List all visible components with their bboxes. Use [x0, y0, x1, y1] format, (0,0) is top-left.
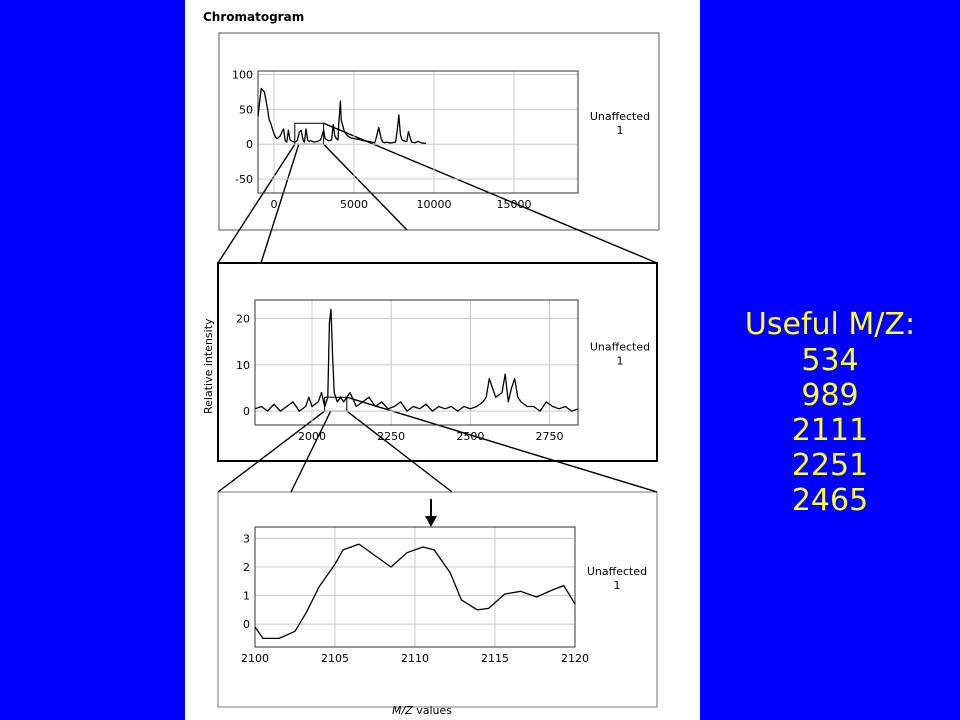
y-tick-label: 1 — [243, 589, 250, 603]
y-tick-label: 2 — [243, 561, 250, 574]
frame-middle — [218, 263, 657, 461]
useful-mz-value: 2465 — [791, 483, 869, 518]
x-tick-label: 2110 — [401, 652, 429, 665]
y-tick-label: 10 — [236, 358, 250, 372]
figure-title: Chromatogram — [203, 10, 305, 24]
x-tick-label: 2750 — [535, 430, 564, 443]
legend-label: 1 — [613, 579, 621, 592]
zoom-connector-line — [261, 144, 299, 263]
x-tick-label: 2120 — [561, 652, 589, 665]
y-tick-label: 100 — [232, 68, 253, 82]
x-tick-label: 2000 — [298, 430, 326, 443]
y-tick-label: 50 — [239, 103, 253, 117]
zoom-connector-line — [218, 411, 325, 492]
legend-label: Unaffected — [589, 110, 651, 123]
y-axis-label: Relative intensity — [202, 318, 215, 414]
x-axis-label-italic: M/Z — [392, 704, 413, 717]
x-tick-label: 2105 — [321, 652, 349, 665]
x-axis-label — [392, 704, 452, 717]
y-tick-label: 0 — [243, 405, 250, 419]
frame-bottom — [218, 492, 657, 707]
series-line — [258, 88, 426, 143]
zoom-connector-line — [324, 144, 407, 230]
y-tick-label: 20 — [236, 312, 250, 326]
legend-label: 1 — [616, 124, 624, 137]
x-tick-label: 15000 — [496, 198, 532, 211]
y-tick-label: 0 — [246, 138, 253, 152]
x-tick-label: 0 — [270, 198, 278, 211]
useful-mz-panel — [700, 307, 960, 518]
zoom-region-box — [325, 397, 347, 411]
legend-label: Unaffected — [586, 565, 648, 578]
down-arrow-icon — [425, 499, 437, 527]
y-tick-label: -50 — [235, 173, 253, 187]
zoom-connector-line — [347, 411, 452, 492]
x-axis-label-rest: values — [412, 704, 453, 717]
useful-mz-title: Useful M/Z: — [744, 307, 916, 342]
x-tick-label: 10000 — [416, 198, 452, 211]
x-tick-label: 2100 — [241, 652, 269, 665]
series-line — [255, 309, 578, 411]
x-tick-label: 2500 — [456, 430, 485, 443]
useful-mz-value: 2251 — [791, 448, 869, 483]
legend-label: 1 — [616, 354, 624, 368]
legend-label: Unaffected — [589, 340, 651, 354]
useful-mz-value: 2111 — [791, 413, 869, 448]
x-tick-label: 2115 — [481, 652, 509, 665]
chart-zoom-2 — [241, 527, 647, 665]
y-tick-label: 3 — [243, 532, 250, 546]
y-tick-label: 0 — [243, 618, 250, 632]
useful-mz-value: 534 — [801, 343, 859, 378]
zoom-connector-line — [218, 144, 295, 263]
x-tick-label: 2250 — [377, 430, 406, 443]
useful-mz-value: 989 — [801, 378, 859, 413]
chart-zoom-1 — [236, 300, 650, 443]
x-tick-label: 5000 — [340, 198, 368, 211]
zoom-connector-line — [291, 411, 331, 492]
